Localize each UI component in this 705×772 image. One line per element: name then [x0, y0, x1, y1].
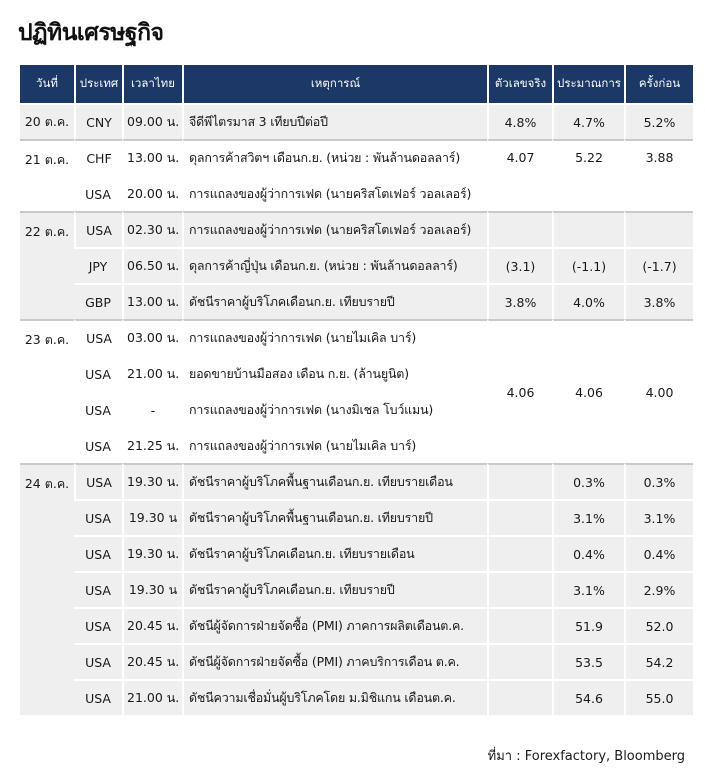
event-cell: การแถลงของผู้ว่าการเฟด (นายไมเคิล บาร์) — [182, 427, 487, 463]
table-row — [20, 103, 693, 139]
time-cell: 06.50 น. — [122, 247, 182, 283]
event-cell: การแถลงของผู้ว่าการเฟด (นายคริสโตเฟอร์ วอลเลอร์) — [182, 175, 487, 211]
previous-cell: 4.00 — [624, 319, 693, 463]
event-cell: ดัชนีราคาผู้บริโภคเดือนก.ย. เทียบรายปี — [182, 283, 487, 319]
actual-cell — [487, 679, 552, 715]
source-note: ที่มา : Forexfactory, Bloomberg — [487, 749, 685, 764]
actual-cell — [487, 535, 552, 571]
country-cell: USA — [74, 211, 122, 247]
forecast-cell: 5.22 — [552, 139, 624, 211]
header-forecast: ประมาณการ — [552, 65, 624, 103]
country-cell: GBP — [74, 283, 122, 319]
country-cell: USA — [74, 355, 122, 391]
time-cell: 20.45 น. — [122, 643, 182, 679]
time-cell: - — [122, 391, 182, 427]
country-cell: USA — [74, 427, 122, 463]
actual-cell: 4.06 — [487, 319, 552, 463]
country-cell: USA — [74, 535, 122, 571]
time-cell: 13.00 น. — [122, 283, 182, 319]
forecast-cell — [552, 211, 624, 247]
actual-cell: 4.8% — [487, 103, 552, 139]
time-cell: 09.00 น. — [122, 103, 182, 139]
table-row — [20, 643, 693, 679]
actual-cell — [487, 643, 552, 679]
previous-cell: (-1.7) — [624, 247, 693, 283]
date-cell: 21 ต.ค. — [20, 139, 74, 211]
country-cell: JPY — [74, 247, 122, 283]
actual-cell: (3.1) — [487, 247, 552, 283]
previous-cell: 5.2% — [624, 103, 693, 139]
time-cell: 21.00 น. — [122, 355, 182, 391]
country-cell: USA — [74, 499, 122, 535]
previous-cell: 2.9% — [624, 571, 693, 607]
forecast-cell: 53.5 — [552, 643, 624, 679]
page-title: ปฏิทินเศรษฐกิจ — [18, 20, 164, 46]
event-cell: ดัชนีราคาผู้บริโภคเดือนก.ย. เทียบรายปี — [182, 571, 487, 607]
forecast-cell: 54.6 — [552, 679, 624, 715]
time-cell: 19.30 น — [122, 499, 182, 535]
actual-cell — [487, 607, 552, 643]
table-row — [20, 535, 693, 571]
economic-calendar-table — [20, 65, 693, 715]
country-cell: USA — [74, 175, 122, 211]
time-cell: 20.45 น. — [122, 607, 182, 643]
forecast-cell: 51.9 — [552, 607, 624, 643]
forecast-cell: 4.7% — [552, 103, 624, 139]
forecast-cell: 0.3% — [552, 463, 624, 499]
event-cell: ดัชนีผู้จัดการฝ่ายจัดซื้อ (PMI) ภาคการผลิตเดือนต.ค. — [182, 607, 487, 643]
table-row — [20, 247, 693, 283]
actual-cell — [487, 211, 552, 247]
event-cell: ยอดขายบ้านมือสอง เดือน ก.ย. (ล้านยูนิต) — [182, 355, 487, 391]
forecast-cell: 0.4% — [552, 535, 624, 571]
event-cell: ดัชนีราคาผู้บริโภคเดือนก.ย. เทียบรายเดือน — [182, 535, 487, 571]
table-row — [20, 463, 693, 499]
date-cell: 23 ต.ค. — [20, 319, 74, 463]
table-row — [20, 319, 693, 355]
table-row — [20, 139, 693, 175]
time-cell: 21.00 น. — [122, 679, 182, 715]
event-cell: จีดีพีไตรมาส 3 เทียบปีต่อปี — [182, 103, 487, 139]
previous-cell: 3.88 — [624, 139, 693, 211]
time-cell: 02.30 น. — [122, 211, 182, 247]
time-cell: 13.00 น. — [122, 139, 182, 175]
time-cell: 19.30 น. — [122, 535, 182, 571]
table-row — [20, 607, 693, 643]
actual-cell — [487, 571, 552, 607]
date-cell: 24 ต.ค. — [20, 463, 74, 715]
previous-cell: 54.2 — [624, 643, 693, 679]
date-cell: 22 ต.ค. — [20, 211, 74, 319]
country-cell: USA — [74, 643, 122, 679]
previous-cell: 3.1% — [624, 499, 693, 535]
header-actual: ตัวเลขจริง — [487, 65, 552, 103]
time-cell: 20.00 น. — [122, 175, 182, 211]
previous-cell: 0.3% — [624, 463, 693, 499]
country-cell: CHF — [74, 139, 122, 175]
event-cell: ดัชนีราคาผู้บริโภคพื้นฐานเดือนก.ย. เทียบรายเดือน — [182, 463, 487, 499]
date-cell: 20 ต.ค. — [20, 103, 74, 139]
header-date: วันที่ — [20, 65, 74, 103]
event-cell: ดัชนีราคาผู้บริโภคพื้นฐานเดือนก.ย. เทียบรายปี — [182, 499, 487, 535]
header-time: เวลาไทย — [122, 65, 182, 103]
event-cell: ดัชนีความเชื่อมั่นผู้บริโภคโดย ม.มิชิแกน เดือนต.ค. — [182, 679, 487, 715]
time-cell: 03.00 น. — [122, 319, 182, 355]
time-cell: 21.25 น. — [122, 427, 182, 463]
time-cell: 19.30 น. — [122, 463, 182, 499]
forecast-cell: 3.1% — [552, 499, 624, 535]
previous-cell: 0.4% — [624, 535, 693, 571]
country-cell: USA — [74, 463, 122, 499]
table-row — [20, 211, 693, 247]
country-cell: USA — [74, 571, 122, 607]
event-cell: ดุลการค้าญี่ปุ่น เดือนก.ย. (หน่วย : พันล้านดอลลาร์) — [182, 247, 487, 283]
table-row — [20, 679, 693, 715]
actual-cell: 4.07 — [487, 139, 552, 211]
country-cell: USA — [74, 319, 122, 355]
country-cell: USA — [74, 391, 122, 427]
actual-cell — [487, 463, 552, 499]
header-row — [20, 65, 693, 103]
table-row — [20, 499, 693, 535]
forecast-cell: (-1.1) — [552, 247, 624, 283]
country-cell: CNY — [74, 103, 122, 139]
actual-cell: 3.8% — [487, 283, 552, 319]
forecast-cell: 4.0% — [552, 283, 624, 319]
event-cell: การแถลงของผู้ว่าการเฟด (นางมิเชล โบว์แมน) — [182, 391, 487, 427]
actual-cell — [487, 499, 552, 535]
header-event: เหตุการณ์ — [182, 65, 487, 103]
forecast-cell: 3.1% — [552, 571, 624, 607]
previous-cell: 55.0 — [624, 679, 693, 715]
previous-cell — [624, 211, 693, 247]
previous-cell: 52.0 — [624, 607, 693, 643]
time-cell: 19.30 น — [122, 571, 182, 607]
country-cell: USA — [74, 679, 122, 715]
header-previous: ครั้งก่อน — [624, 65, 693, 103]
table-row — [20, 571, 693, 607]
forecast-cell: 4.06 — [552, 319, 624, 463]
event-cell: ดุลการค้าสวิตฯ เดือนก.ย. (หน่วย : พันล้านดอลลาร์) — [182, 139, 487, 175]
table-row — [20, 283, 693, 319]
previous-cell: 3.8% — [624, 283, 693, 319]
event-cell: การแถลงของผู้ว่าการเฟด (นายคริสโตเฟอร์ วอลเลอร์) — [182, 211, 487, 247]
country-cell: USA — [74, 607, 122, 643]
event-cell: ดัชนีผู้จัดการฝ่ายจัดซื้อ (PMI) ภาคบริการเดือน ต.ค. — [182, 643, 487, 679]
event-cell: การแถลงของผู้ว่าการเฟด (นายไมเคิล บาร์) — [182, 319, 487, 355]
header-country: ประเทศ — [74, 65, 122, 103]
